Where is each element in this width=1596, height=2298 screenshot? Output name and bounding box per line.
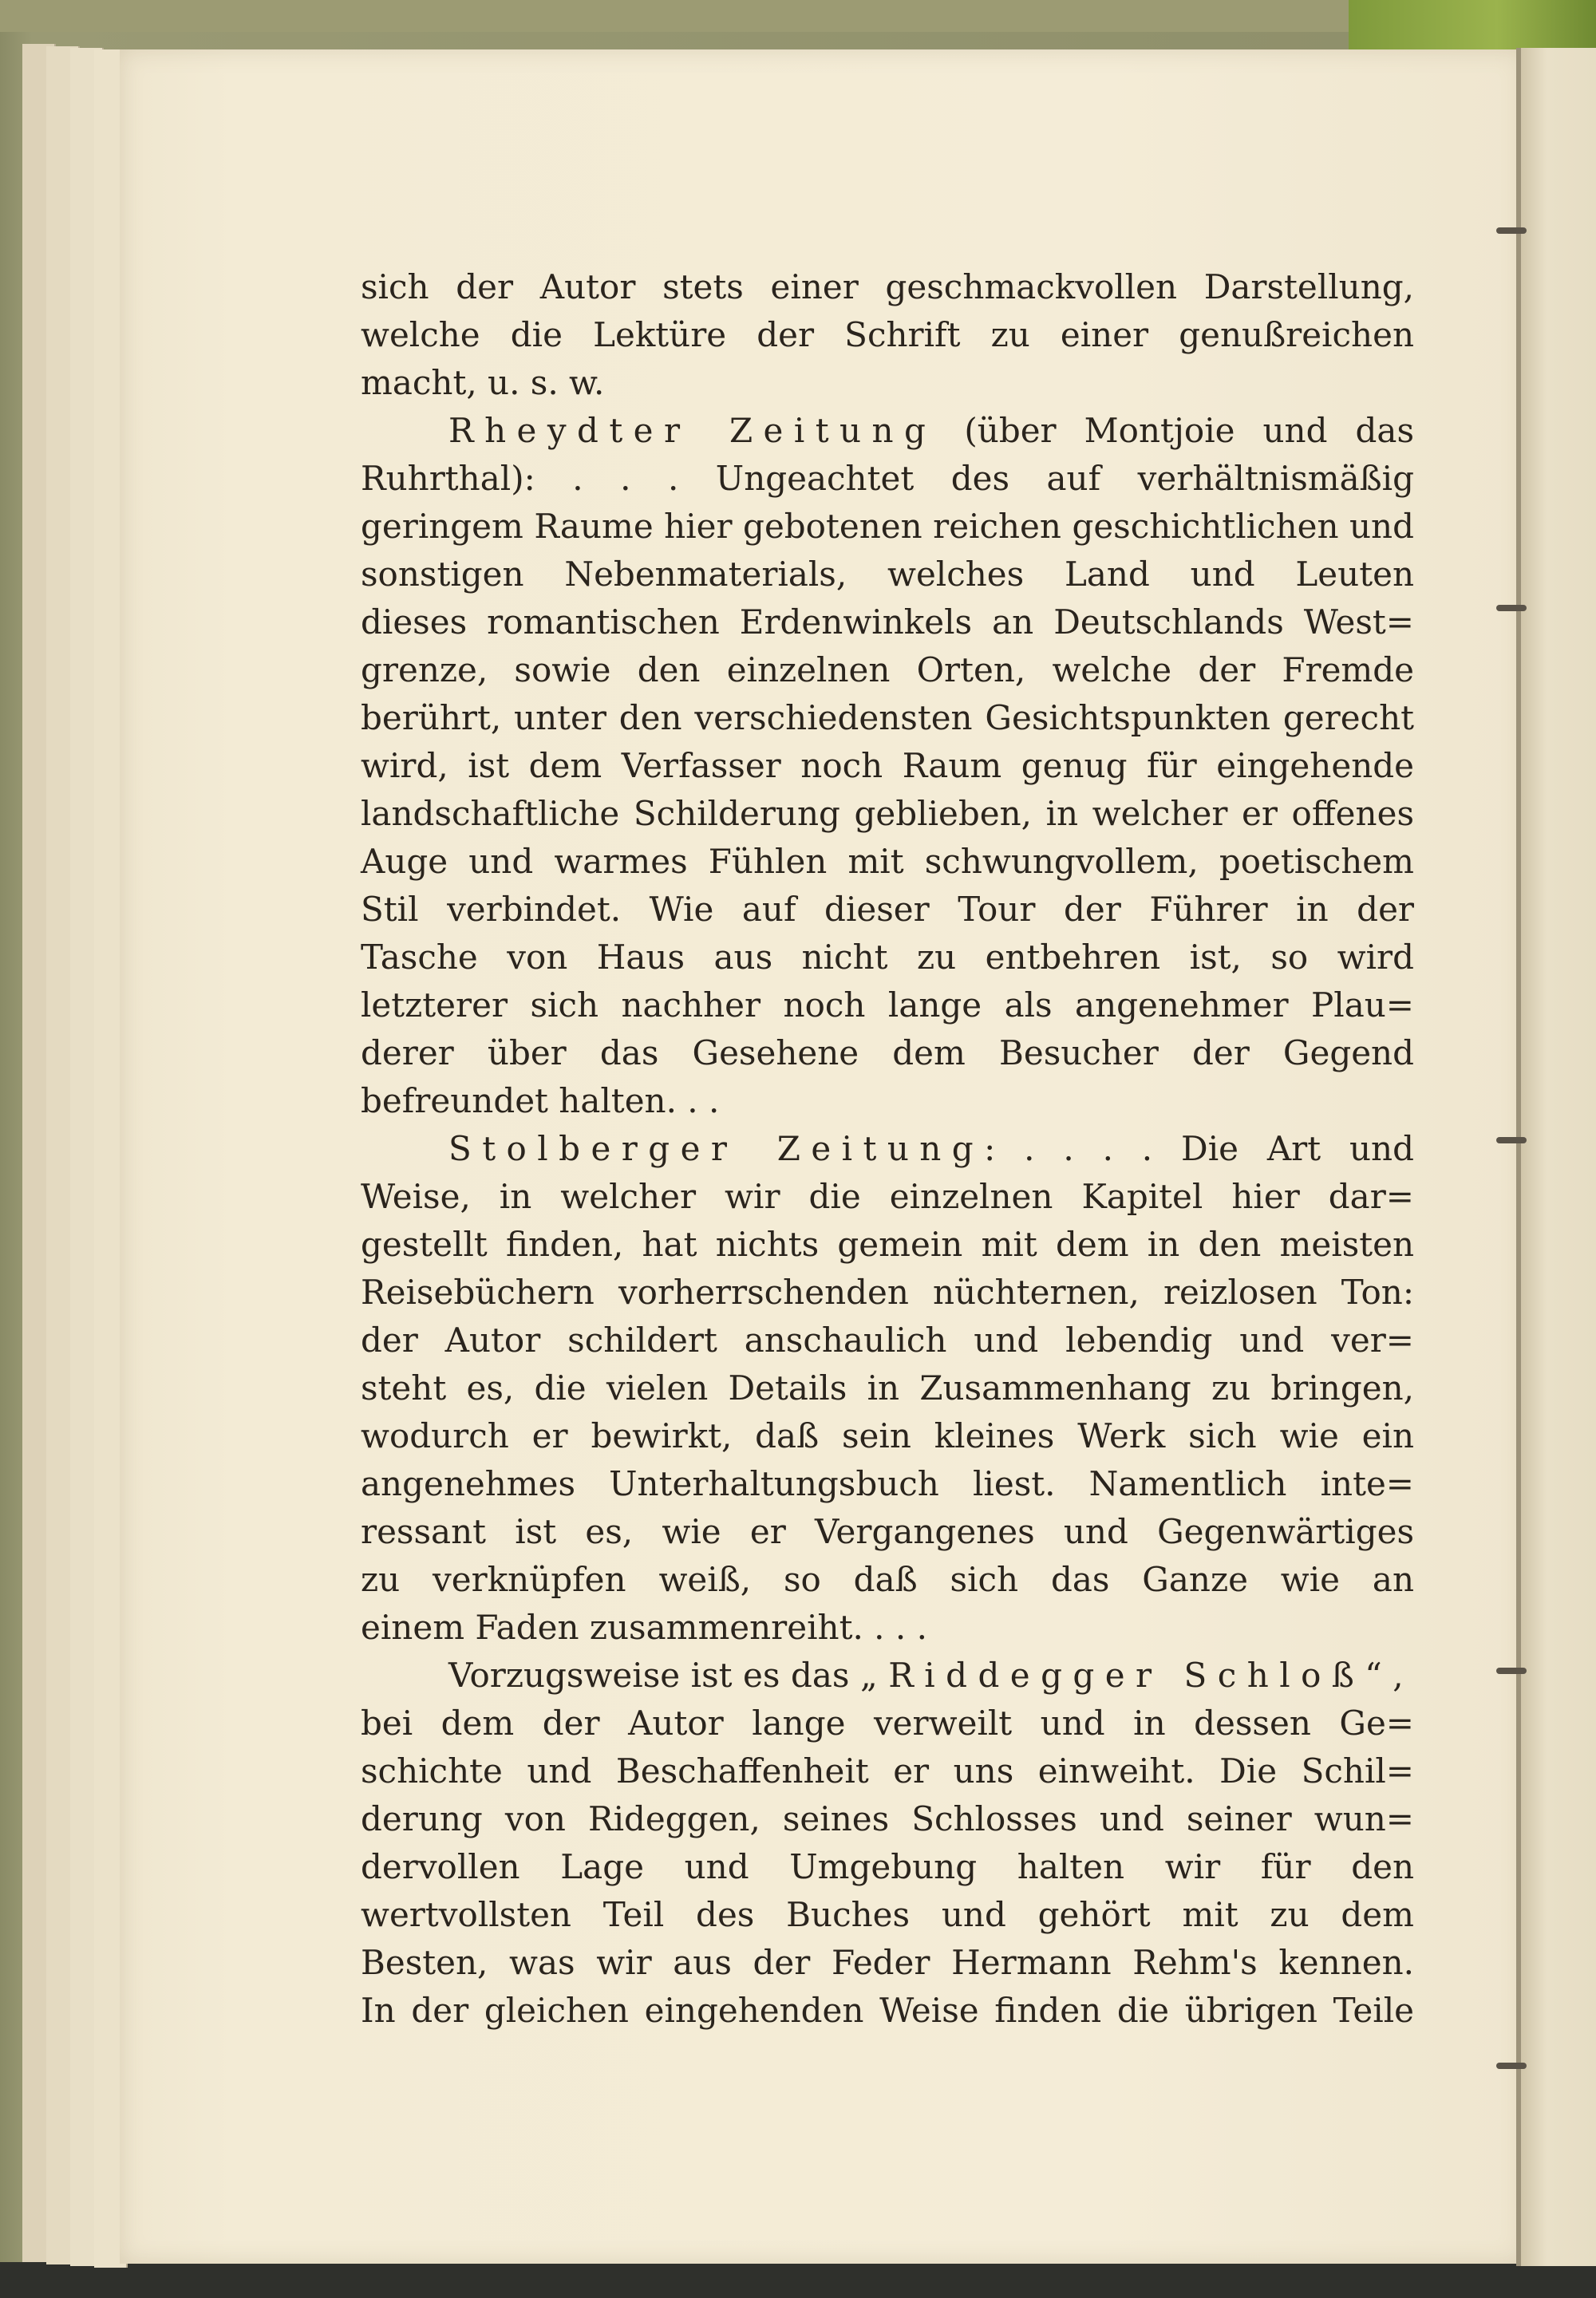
- text-line: macht, u. s. w.: [361, 363, 605, 402]
- text-line: berührt, unter den verschiedensten Gesichtspunkten gerecht: [361, 698, 1414, 737]
- text-line: Auge und warmes Fühlen mit schwungvollem, poetischem: [361, 842, 1414, 881]
- text-line-rest: : . . . . Die Art und: [984, 1129, 1414, 1168]
- text-line-start: Vorzugsweise ist es das: [448, 1656, 861, 1695]
- text-line: geringem Raume hier gebotenen reichen geschichtlichen und: [361, 507, 1414, 546]
- text-line: landschaftliche Schilderung geblieben, in welcher er offenes: [361, 794, 1414, 833]
- binding-stitch: [1496, 227, 1527, 234]
- facing-page-gutter: [1520, 48, 1596, 2266]
- source-name-stolberger: Stolberger Zeitung: [448, 1129, 985, 1168]
- text-line: befreundet halten. . .: [361, 1081, 720, 1120]
- background-surface: [0, 2262, 1596, 2298]
- text-line: bei dem der Autor lange verweilt und in dessen Ge=: [361, 1704, 1414, 1743]
- text-line-rest: (über Montjoie und das: [936, 411, 1414, 450]
- binding-stitch: [1496, 1137, 1527, 1143]
- text-line: sonstigen Nebenmaterials, welches Land und Leuten: [361, 555, 1414, 594]
- text-line: welche die Lektüre der Schrift zu einer genußreichen: [361, 315, 1414, 354]
- text-line: In der gleichen eingehenden Weise finden die übrigen Teile: [361, 1991, 1414, 2030]
- text-line: grenze, sowie den einzelnen Orten, welche der Fremde: [361, 650, 1414, 689]
- text-line: Reisebüchern vorherrschenden nüchternen, reizlosen Ton:: [361, 1273, 1414, 1312]
- binding-stitch: [1496, 1668, 1527, 1674]
- text-line: [361, 407, 1414, 455]
- text-line: der Autor schildert anschaulich und lebendig und ver=: [361, 1321, 1414, 1360]
- page-text-block: [361, 263, 1414, 2035]
- text-line: derer über das Gesehene dem Besucher der Gegend: [361, 1033, 1414, 1072]
- cover-top-edge: [0, 0, 1373, 32]
- text-line: Ruhrthal): . . . Ungeachtet des auf verhältnismäßig: [361, 459, 1414, 498]
- text-line: Stil verbindet. Wie auf dieser Tour der Führer in der: [361, 890, 1414, 929]
- text-line: ressant ist es, wie er Vergangenes und Gegenwärtiges: [361, 1512, 1414, 1551]
- text-line: [361, 1125, 1414, 1173]
- text-line: wertvollsten Teil des Buches und gehört mit zu dem: [361, 1895, 1414, 1934]
- binding-spine-line: [1516, 48, 1521, 2266]
- text-line: wird, ist dem Verfasser noch Raum genug für eingehende: [361, 746, 1414, 785]
- text-line: dieses romantischen Erdenwinkels an Deutschlands West=: [361, 602, 1414, 642]
- text-line: zu verknüpfen weiß, so daß sich das Ganze wie an: [361, 1560, 1414, 1599]
- text-line: sich der Autor stets einer geschmackvollen Darstellung,: [361, 267, 1414, 306]
- binding-stitch: [1496, 605, 1527, 611]
- text-line: derung von Rideggen, seines Schlosses und seiner wun=: [361, 1799, 1414, 1838]
- binding-stitch: [1496, 2063, 1527, 2069]
- text-line: [361, 1652, 1414, 1700]
- text-line: wodurch er bewirkt, daß sein kleines Werk sich wie ein: [361, 1416, 1414, 1455]
- text-line: Besten, was wir aus der Feder Hermann Rehm's kennen.: [361, 1943, 1414, 1982]
- text-line: gestellt finden, hat nichts gemein mit dem in den meisten: [361, 1225, 1414, 1264]
- text-line: Weise, in welcher wir die einzelnen Kapitel hier dar=: [361, 1177, 1414, 1216]
- castle-name: „Riddegger Schloß“,: [860, 1656, 1414, 1695]
- text-line: letzterer sich nachher noch lange als angenehmer Plau=: [361, 985, 1414, 1025]
- text-line: einem Faden zusammenreiht. . . .: [361, 1608, 927, 1647]
- text-line: angenehmes Unterhaltungsbuch liest. Namentlich inte=: [361, 1464, 1414, 1503]
- text-line: dervollen Lage und Umgebung halten wir für den: [361, 1847, 1414, 1886]
- text-line: steht es, die vielen Details in Zusammenhang zu bringen,: [361, 1368, 1414, 1408]
- text-line: Tasche von Haus aus nicht zu entbehren ist, so wird: [361, 938, 1414, 977]
- text-line: schichte und Beschaffenheit er uns einweiht. Die Schil=: [361, 1751, 1414, 1791]
- source-name-rheydter: Rheydter Zeitung: [448, 411, 937, 450]
